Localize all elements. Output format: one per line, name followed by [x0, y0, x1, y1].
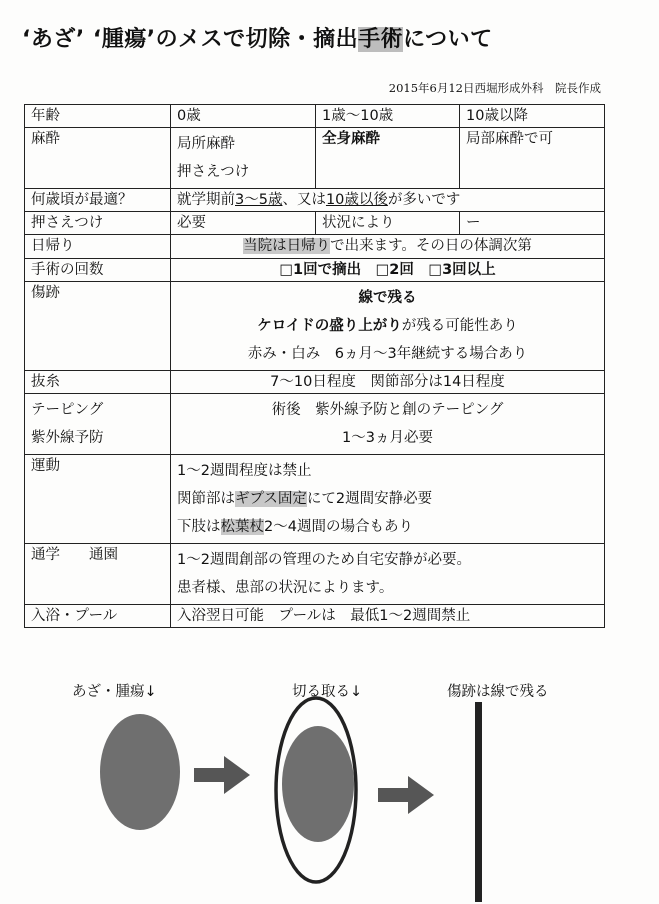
school-line-1: 1〜2週間創部の管理のため自宅安静が必要。	[177, 551, 471, 568]
label-line: 紫外線予防	[31, 429, 104, 446]
row-label: 年齢	[25, 105, 171, 128]
page-title	[22, 22, 642, 53]
row-label: 日帰り	[25, 235, 171, 258]
row-label: 手術の回数	[25, 258, 171, 281]
cell-age-0: 0歳	[171, 105, 316, 128]
title-part2-highlighted: 手術	[358, 27, 404, 52]
row-label	[25, 393, 171, 454]
diagram-label-lesion: あざ・腫瘍↓	[72, 684, 157, 700]
cell-text: 押さえつけ	[177, 164, 250, 181]
procedure-diagram	[0, 676, 659, 904]
cell-suture-removal: 7〜10日程度 関節部分は14日程度	[171, 370, 605, 393]
row-label: 通学 通園	[25, 543, 171, 604]
cell-anesthesia-10plus: 局部麻酔で可	[460, 128, 605, 189]
diagram-svg	[0, 676, 659, 904]
row-label: 押さえつけ	[25, 212, 171, 235]
row-surgery-count	[25, 258, 605, 281]
row-best-age	[25, 189, 605, 212]
row-label: 入浴・プール	[25, 604, 171, 627]
scar-line-1: 線で残る	[358, 289, 417, 306]
title-part1: ‘あざ’ ‘腫瘍’のメスで切除・摘出	[22, 27, 359, 52]
scar-line-shape	[475, 702, 482, 902]
cell-text: 局所麻酔	[177, 136, 235, 153]
cell-age-10plus: 10歳以降	[460, 105, 605, 128]
row-suture-removal	[25, 370, 605, 393]
row-day-surgery	[25, 235, 605, 258]
cell-taping	[171, 393, 605, 454]
cell-anesthesia-1-10: 全身麻酔	[316, 128, 460, 189]
row-label: 麻酔	[25, 128, 171, 189]
cell-surgery-count: □1回で摘出 □2回 □3回以上	[171, 258, 605, 281]
text: 下肢は	[177, 518, 221, 535]
text-bold: ケロイドの盛り上がり	[257, 317, 402, 334]
cell-age-1-10: 1歳〜10歳	[316, 105, 460, 128]
text: 関節部は	[177, 490, 235, 507]
row-school	[25, 543, 605, 604]
cell-restraint-10plus: ー	[460, 212, 605, 235]
row-label: 傷跡	[25, 281, 171, 370]
exercise-line-1: 1〜2週間程度は禁止	[177, 462, 312, 479]
text-highlighted: ギプス固定	[235, 490, 307, 507]
taping-line-2: 1〜3ヵ月必要	[342, 429, 433, 446]
author-date-line: 2015年6月12日西堀形成外科 院長作成	[388, 81, 601, 95]
cell-scar	[171, 281, 605, 370]
row-exercise	[25, 454, 605, 543]
cell-anesthesia-0	[171, 128, 316, 189]
row-label: 何歳頃が最適？	[25, 189, 171, 212]
row-age	[25, 105, 605, 128]
cell-best-age	[171, 189, 605, 212]
row-scar	[25, 281, 605, 370]
label-line: テーピング	[31, 401, 104, 418]
row-label: 抜糸	[25, 370, 171, 393]
row-anesthesia	[25, 128, 605, 189]
cell-exercise	[171, 454, 605, 543]
row-restraint	[25, 212, 605, 235]
cell-restraint-0: 必要	[171, 212, 316, 235]
cell-day-surgery	[171, 235, 605, 258]
lesion-shape	[100, 714, 180, 830]
lesion-shape-excision	[282, 726, 354, 842]
arrow-right-icon	[378, 776, 434, 814]
diagram-label-excision: 切る取る↓	[292, 684, 363, 700]
text: が残る可能性あり	[401, 317, 518, 334]
school-line-2: 患者様、患部の状況によります。	[177, 579, 394, 596]
taping-line-1: 術後 紫外線予防と創のテーピング	[271, 401, 504, 418]
text-underlined: 3〜5歳	[235, 192, 283, 209]
exercise-line-2	[177, 485, 598, 513]
cell-school	[171, 543, 605, 604]
diagram-label-scar: 傷跡は線で残る	[447, 684, 549, 700]
cell-bath-pool: 入浴翌日可能 プールは 最低1〜2週間禁止	[171, 604, 605, 627]
surgery-info-table	[24, 104, 605, 628]
arrow-right-icon	[194, 756, 250, 794]
row-label: 運動	[25, 454, 171, 543]
row-bath-pool	[25, 604, 605, 627]
title-part3: について	[403, 27, 493, 52]
text: にて2週間安静必要	[306, 490, 433, 507]
cell-restraint-1-10: 状況により	[316, 212, 460, 235]
text: 、又は	[282, 192, 326, 209]
text: 就学期前	[177, 192, 235, 209]
text-underlined: 10歳以後	[325, 192, 388, 209]
text-highlighted: 松葉杖	[220, 518, 264, 535]
exercise-line-3	[177, 513, 598, 541]
row-taping	[25, 393, 605, 454]
scar-line-3: 赤み・白み 6ヵ月〜3年継続する場合あり	[247, 345, 528, 362]
text: が多いです	[387, 192, 461, 209]
text: で出来ます。その日の体調次第	[330, 238, 532, 255]
scar-line-2	[177, 312, 598, 340]
text: 2〜4週間の場合もあり	[264, 518, 413, 535]
text-highlighted: 当院は日帰り	[243, 238, 331, 255]
